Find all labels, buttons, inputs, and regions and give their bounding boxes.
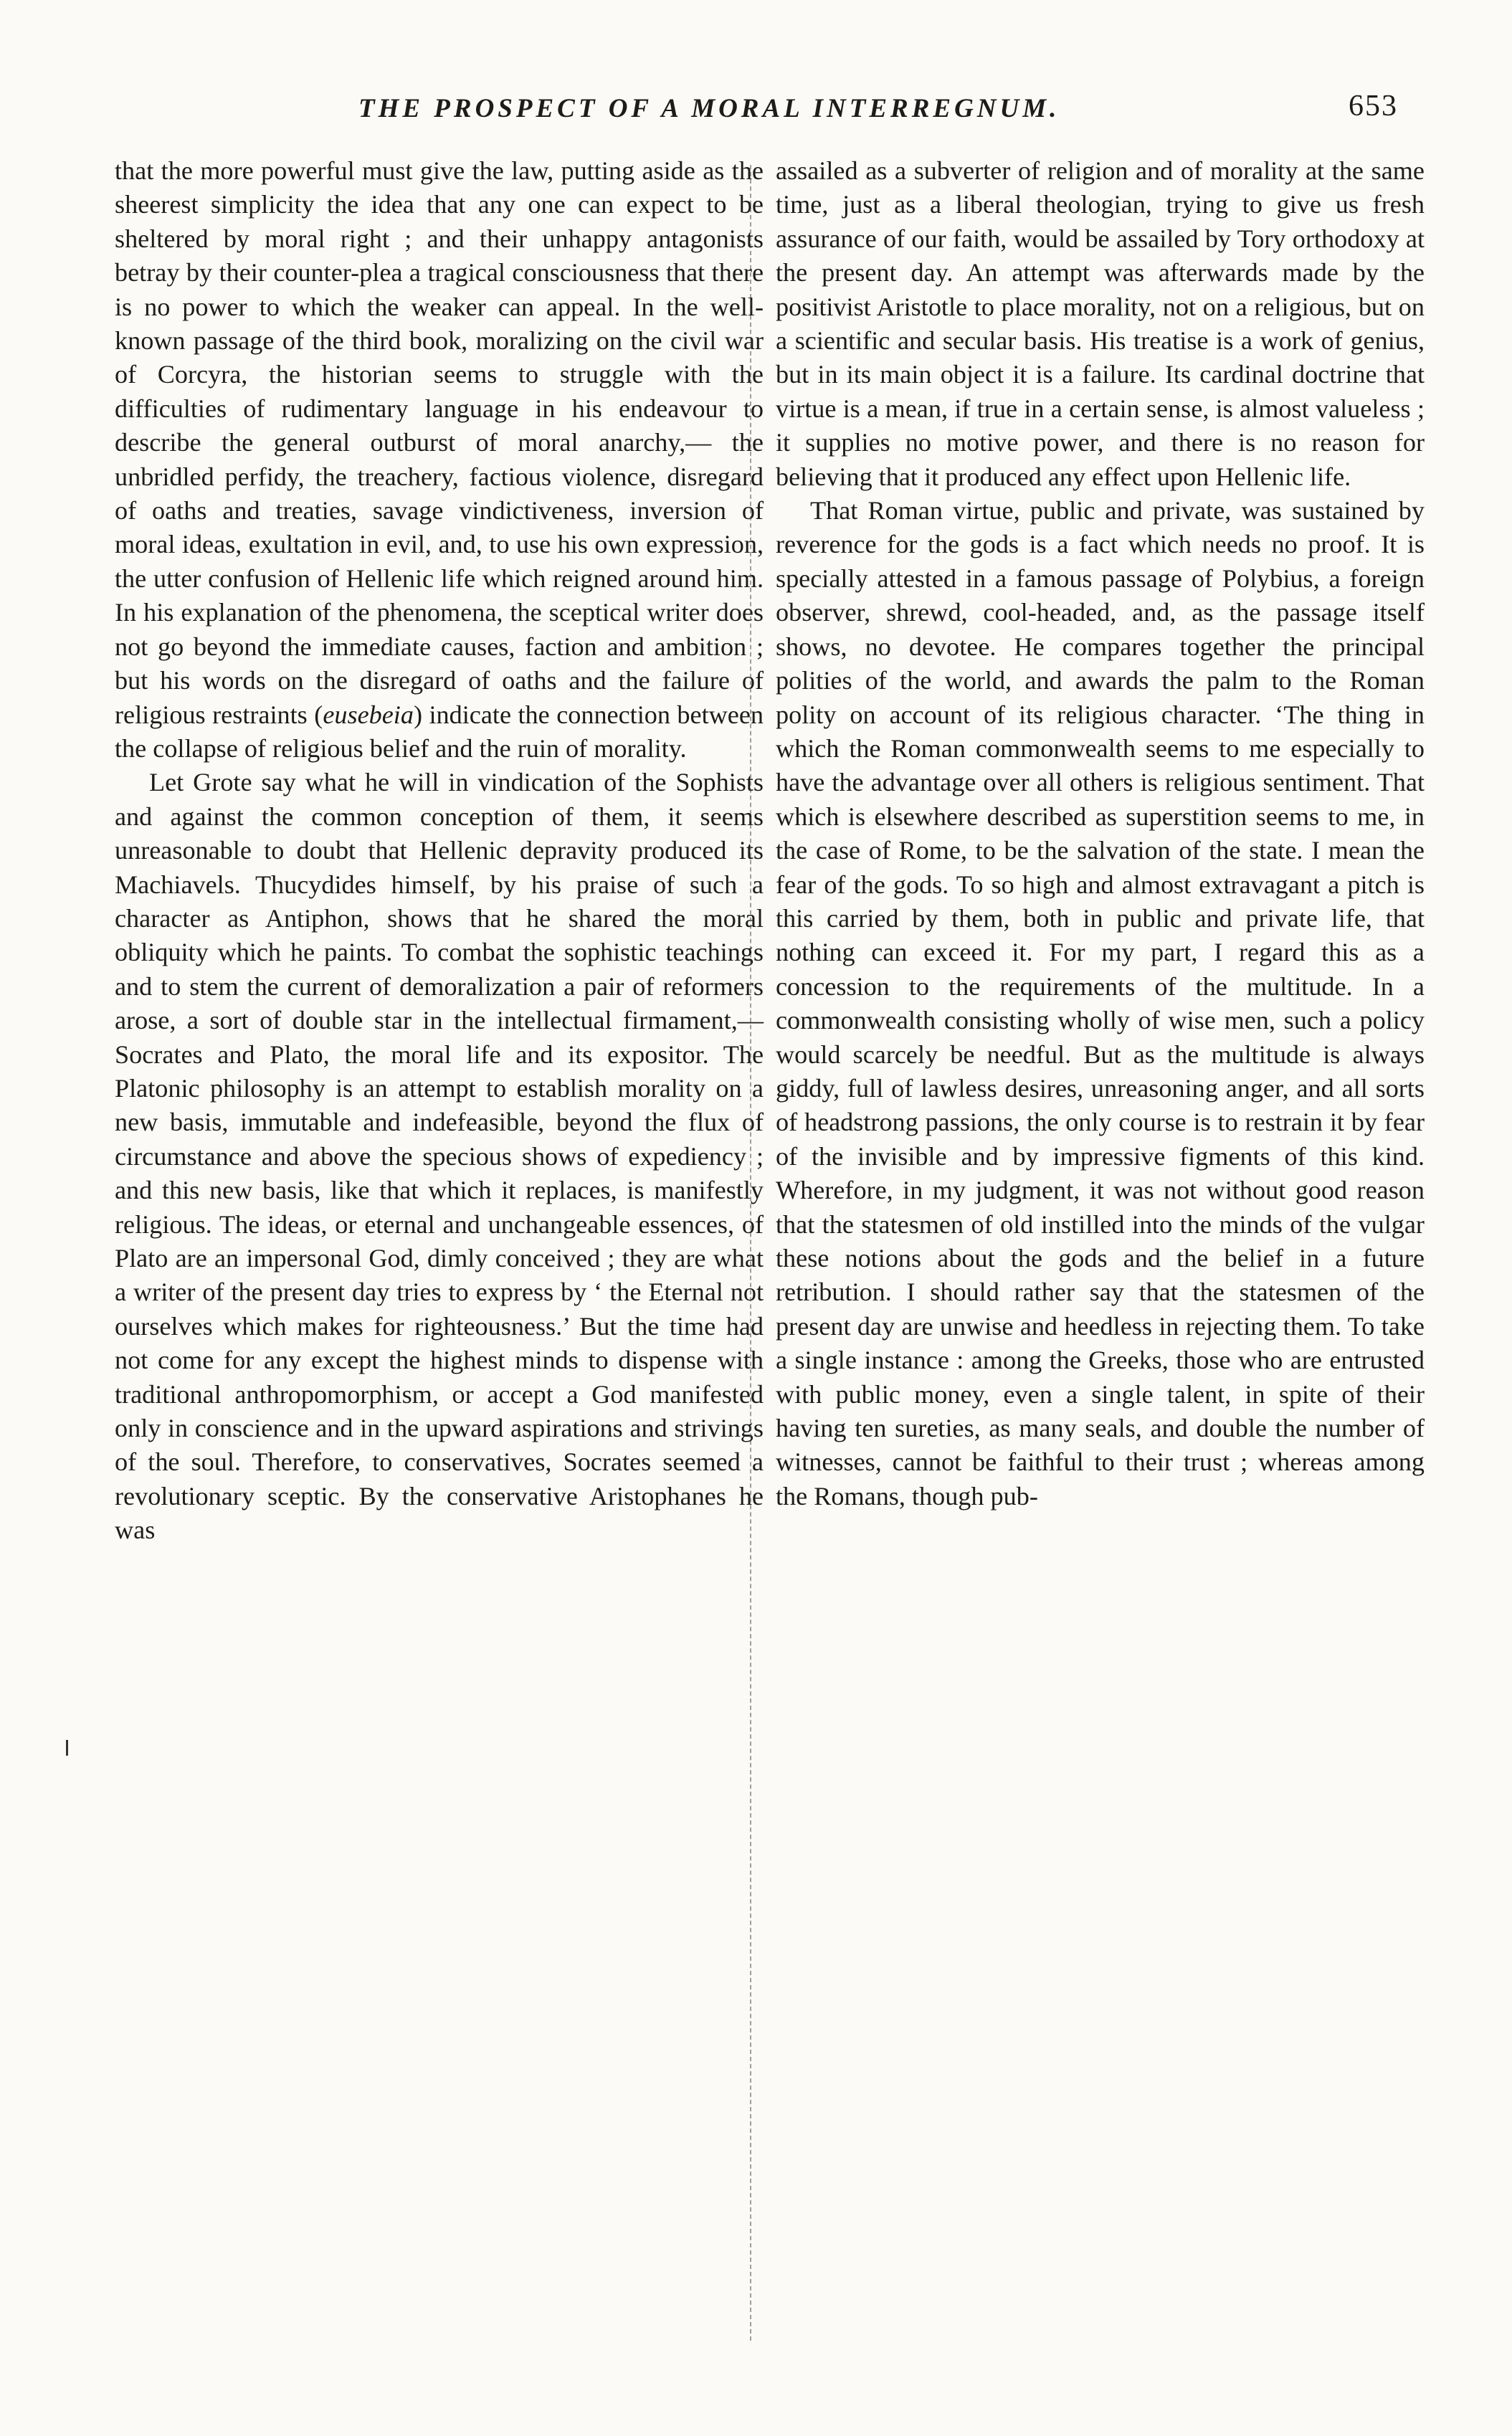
margin-mark bbox=[66, 1740, 68, 1756]
left-column bbox=[115, 154, 764, 1548]
left-paragraph-1: that the more powerful must give the law, putting aside as the sheerest simplicity the idea that any one can expect to be sheltered by moral right ; and their unhappy antagonists betray by their counter-plea a tragical consciousness that there is no power to which the weaker can appeal. In the well-known passage of the third book, moralizing on the civil war of Corcyra, the historian seems to struggle with the difficulties of rudimentary language in his endeavour to describe the general outburst of moral anarchy,— the unbridled perfidy, the treachery, factious violence, disregard of oaths and treaties, savage vindictiveness, inversion of moral ideas, exultation in evil, and, to use his own expression, the utter confusion of Hellenic life which reigned around him. In his explanation of the phenomena, the sceptical writer does not go beyond the immediate causes, faction and ambition ; but his words on the disregard of oaths and the failure of religious restraints (eusebeia) indicate the connection between the collapse of religious belief and the ruin of morality. bbox=[115, 156, 764, 763]
right-paragraph-2: That Roman virtue, public and private, was sustained by reverence for the gods is a fact which needs no proof. It is specially attested in a famous passage of Polybius, a foreign observer, shrewd, cool-headed, and, as the passage itself shows, no devotee. He compares together the principal polities of the world, and awards the palm to the Roman polity on account of its religious character. ‘The thing in which the Roman commonwealth seems to me especially to have the advantage over all others is religious sentiment. That which is elsewhere described as superstition seems to me, in the case of Rome, to be the salvation of the state. I mean the fear of the gods. To so high and almost extravagant a pitch is this carried by them, both in public and private life, that nothing can exceed it. For my part, I regard this as a concession to the requirements of the multitude. In a commonwealth consisting wholly of wise men, such a policy would scarcely be needful. But as the multitude is always giddy, full of lawless desires, unreasoning anger, and all sorts of headstrong passions, the only course is to restrain it by fear of the invisible and by impressive figments of this kind. Wherefore, in my judgment, it was not without good reason that the statesmen of old instilled into the minds of the vulgar these notions about the gods and the belief in a future retribution. I should rather say that the statesmen of the present day are unwise and heedless in rejecting them. To take a single instance : among the Greeks, those who are entrusted with public money, even a single talent, in spite of their having ten sureties, as many seals, and double the number of witnesses, cannot be faithful to their trust ; whereas among the Romans, though pub- bbox=[776, 496, 1425, 1510]
left-paragraph-1-tail: indicate the connection between the collapse of religious belief and the ruin of morality. bbox=[115, 700, 764, 763]
right-column bbox=[776, 154, 1425, 1513]
column-divider bbox=[750, 165, 751, 2341]
left-paragraph-1-text: that the more powerful must give the law, putting aside as the sheerest simplicity the idea that any one can expect to be sheltered by moral right ; and their unhappy antagonists betray by their counter-plea a tragical consciousness that there is no power to which the weaker can appeal. In the well-known passage of the third book, moralizing on the civil war of Corcyra, the historian seems to struggle with the difficulties of rudimentary language in his endeavour to describe the general outburst of moral anarchy,— the unbridled perfidy, the treachery, factious violence, disregard of oaths and treaties, savage vindictiveness, inversion of moral ideas, exultation in evil, and, to use his own expression, the utter confusion of Hellenic life which reigned around him. In his explanation of the phenomena, the sceptical writer does not go beyond the immediate causes, faction and ambition ; but his words on the disregard of oaths and the failure of religious restraints bbox=[115, 156, 764, 729]
page-number: 653 bbox=[1349, 90, 1398, 123]
page-header bbox=[115, 85, 1398, 135]
greek-term-eusebeia: eusebeia bbox=[323, 700, 414, 729]
left-paragraph-2: Let Grote say what he will in vindication of the Sophists and against the common conception of them, it seems unreasonable to doubt that Hellenic depravity produced its Machiavels. Thucydides himself, by his praise of such a character as Antiphon, shows that he shared the moral obliquity which he paints. To combat the sophistic teachings and to stem the current of demoralization a pair of reformers arose, a sort of double star in the intellectual firmament,—Socrates and Plato, the moral life and its expositor. The Platonic philosophy is an attempt to establish morality on a new basis, immutable and indefeasible, beyond the flux of circumstance and above the specious shows of expediency ; and this new basis, like that which it replaces, is manifestly religious. The ideas, or eternal and unchangeable essences, of Plato are an impersonal God, dimly conceived ; they are what a writer of the present day tries to express by ‘ the Eternal not ourselves which makes for righteousness.’ But the time had not come for any except the highest minds to dispense with traditional anthropomorphism, or accept a God manifested only in conscience and in the upward aspirations and strivings of the soul. Therefore, to conservatives, Socrates seemed a revolutionary sceptic. By the conservative Aristophanes he was bbox=[115, 768, 764, 1545]
running-title: THE PROSPECT OF A MORAL INTERREGNUM. bbox=[358, 94, 1060, 123]
right-paragraph-1: assailed as a subverter of religion and of morality at the same time, just as a liberal theologian, trying to give us fresh assurance of our faith, would be assailed by Tory orthodoxy at the present day. An attempt was afterwards made by the positivist Aristotle to place morality, not on a religious, but on a scientific and secular basis. His treatise is a work of genius, but in its main object it is a failure. Its cardinal doctrine that virtue is a mean, if true in a certain sense, is almost valueless ; it supplies no motive power, and there is no reason for believing that it produced any effect upon Hellenic life. bbox=[776, 156, 1425, 491]
